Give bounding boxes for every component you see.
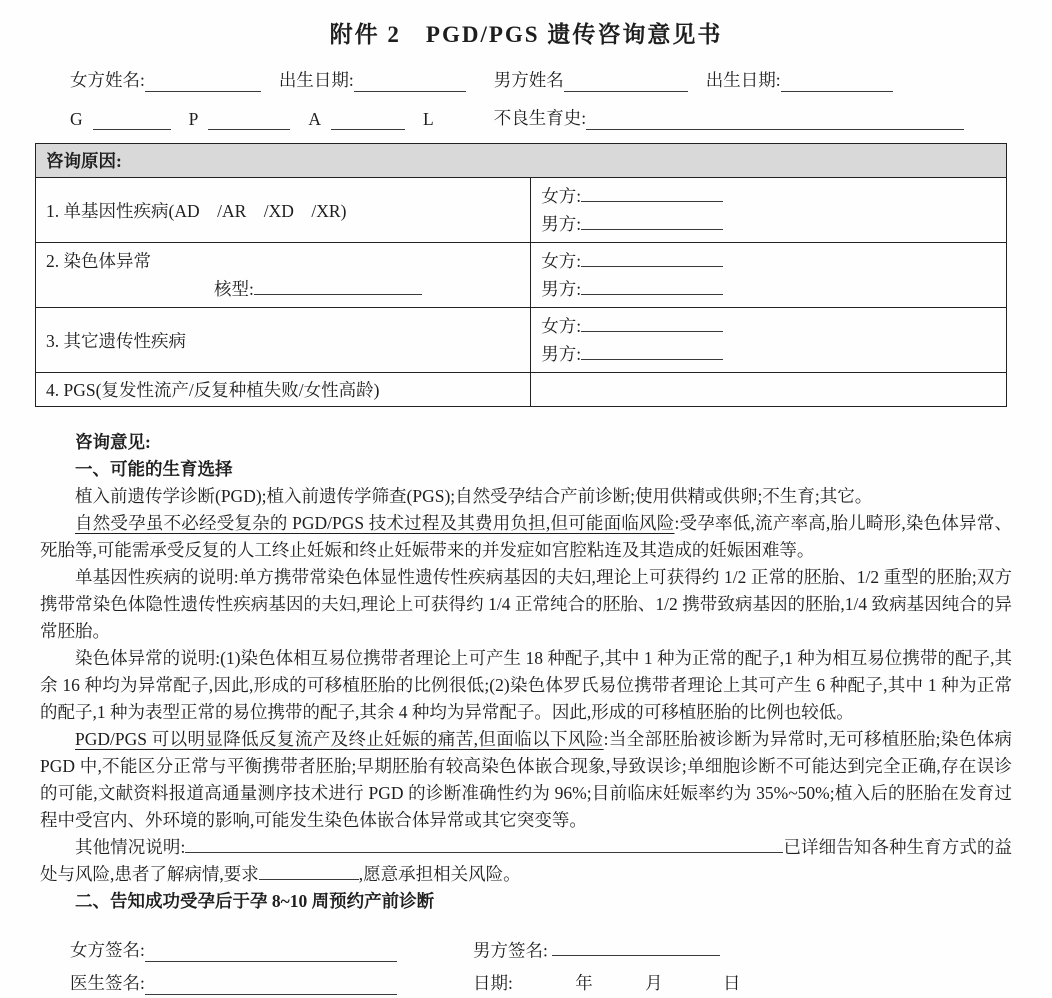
female-label: 女方: <box>541 316 582 336</box>
chromosome-label-line <box>46 247 520 275</box>
other-notes-label: 其他情况说明: <box>75 837 186 857</box>
pgs-result-cell <box>531 373 1007 407</box>
male-label: 男方: <box>541 344 582 364</box>
female-result-blank <box>581 248 723 267</box>
karyotype-line <box>214 275 520 303</box>
male-sign-blank <box>552 937 720 956</box>
female-name-label: 女方姓名: <box>70 70 145 90</box>
table-row-chromosome <box>36 243 1007 308</box>
section2-heading: 二、告知成功受孕后于孕 8~10 周预约产前诊断 <box>75 891 435 911</box>
karyotype-blank <box>254 276 422 295</box>
male-result-line <box>541 210 996 238</box>
other-notes-line2-pre: 的益处与风险,患者了解病情,要求 <box>40 837 1012 884</box>
female-dob-label: 出生日期: <box>278 70 354 90</box>
male-name-blank <box>564 73 688 92</box>
female-result-blank <box>581 183 723 202</box>
adverse-history-blank <box>586 111 964 130</box>
monogenic-label: 1. 单基因性疾病(AD /AR /XD /XR) <box>46 200 347 221</box>
counsel-body <box>40 429 1012 915</box>
paragraph-options: 植入前遗传学诊断(PGD);植入前遗传学筛查(PGS);自然受孕结合产前诊断;使用供精或供卵;不生育;其它。 <box>75 486 873 506</box>
monogenic-cell <box>36 178 531 243</box>
table-header-row <box>36 144 1007 178</box>
male-result-blank <box>581 341 723 360</box>
doctor-sign-label: 医生签名: <box>70 973 145 993</box>
paragraph-natural-conception <box>40 510 1012 564</box>
gpal-row <box>70 105 1012 130</box>
female-label: 女方: <box>541 186 582 206</box>
female-dob-blank <box>354 73 466 92</box>
page-title: 附件 2 PGD/PGS 遗传咨询意见书 <box>329 22 723 47</box>
female-sign-blank <box>145 943 397 962</box>
gravida-label: G <box>70 109 83 129</box>
month-label: 月 <box>645 973 663 993</box>
gravida-blank <box>93 111 171 130</box>
karyotype-label: 核型: <box>214 279 254 299</box>
male-dob-label: 出生日期: <box>705 70 781 90</box>
table-header-cell: 咨询原因: <box>36 144 1007 178</box>
female-signature <box>70 937 473 962</box>
other-genetic-result-cell <box>531 308 1007 373</box>
opinion-heading: 咨询意见: <box>75 432 151 452</box>
date-line <box>473 970 741 995</box>
other-genetic-label: 3. 其它遗传性疾病 <box>46 330 186 351</box>
male-result-line <box>541 340 996 368</box>
male-dob-blank <box>781 73 893 92</box>
male-result-blank <box>581 211 723 230</box>
abortion-blank <box>331 111 405 130</box>
female-label: 女方: <box>541 251 582 271</box>
male-result-line <box>541 275 996 303</box>
signature-row-1 <box>70 929 1012 962</box>
natural-conception-underlined: 自然受孕虽不必经受复杂的 PGD/PGS 技术过程及其费用负担,但可能面临风险 <box>75 513 675 533</box>
pgd-risk-underlined: PGD/PGS 可以明显降低反复流产及终止妊娠的痛苦,但面临以下风险 <box>75 729 604 749</box>
signature-row-2 <box>70 962 1012 995</box>
paragraph-other-notes <box>40 834 1012 888</box>
chromosome-result-cell <box>531 243 1007 308</box>
paragraph-monogenic-explain: 单基因性疾病的说明:单方携带常染色体显性遗传性疾病基因的夫妇,理论上可获得约 1/2 正常的胚胎、1/2 重型的胚胎;双方携带常染色体隐性遗传性疾病基因的夫妇,理论上可获得约 1/4 正常纯合的胚胎、1/2 携带致病基因的胚胎,1/4 致病基因纯合的异常胚胎。 <box>40 567 1012 641</box>
date-label: 日期: <box>473 973 513 993</box>
male-name-label: 男方姓名 <box>493 70 564 90</box>
female-result-line <box>541 312 996 340</box>
chromosome-cell <box>36 243 531 308</box>
names-row <box>70 67 1012 92</box>
request-blank <box>259 862 359 880</box>
chromosome-label: 2. 染色体异常 <box>46 251 151 271</box>
section1-heading: 一、可能的生育选择 <box>75 459 233 479</box>
pgd-risk-rest: :当全部胚胎被诊断为异常时,无可移植胚胎;染色体病 PGD 中,不能区分正常与平衡携带者胚胎;早期胚胎有较高染色体嵌合现象,导致误诊;单细胞诊断不可能达到完全正确,存在误诊的可能,文献资料报道高通量测序技术进行 PGD 的诊断准确性约为 96%;目前临床妊娠率约为 35%~50%;植入后的胚胎在发育过程中受宫内、外环境的影响,可能发生染色体嵌合体异常或其它突变等。 <box>40 729 1012 830</box>
other-notes-blank <box>185 835 783 853</box>
pgs-label: 4. PGS(复发性流产/反复种植失败/女性高龄) <box>46 380 380 400</box>
year-label: 年 <box>575 973 593 993</box>
doctor-signature <box>70 970 473 995</box>
female-result-blank <box>581 313 723 332</box>
para-blank <box>208 111 290 130</box>
female-result-line <box>541 182 996 210</box>
female-result-line <box>541 247 996 275</box>
adverse-history-label: 不良生育史: <box>493 108 587 128</box>
other-notes-after: 已详细告知各种生育方式 <box>783 837 977 857</box>
male-signature <box>473 937 720 962</box>
other-notes-line2-post: ,愿意承担相关风险。 <box>358 864 521 884</box>
signature-block <box>70 929 1012 995</box>
paragraph-pgd-risk <box>40 726 1012 834</box>
natural-conception-rest: :受孕率低,流产率高,胎儿畸形,染色体异常、死胎等,可能需承受反复的人工终止妊娠和终止妊娠带来的并发症如宫腔粘连及其造成的妊娠困难等。 <box>40 513 1012 560</box>
pgs-cell <box>36 373 531 407</box>
living-label: L <box>423 109 434 129</box>
abortion-label: A <box>308 109 322 129</box>
male-result-blank <box>581 276 723 295</box>
patient-header <box>70 67 1012 130</box>
para-label: P <box>188 109 199 129</box>
male-label: 男方: <box>541 214 582 234</box>
doctor-sign-blank <box>145 976 397 995</box>
female-name-blank <box>145 73 261 92</box>
monogenic-result-cell <box>531 178 1007 243</box>
table-row-monogenic <box>36 178 1007 243</box>
table-row-pgs <box>36 373 1007 407</box>
consult-reason-table <box>35 143 1007 407</box>
day-label: 日 <box>723 973 741 993</box>
male-sign-label: 男方签名: <box>473 940 548 960</box>
table-row-other-genetic <box>36 308 1007 373</box>
other-genetic-cell <box>36 308 531 373</box>
paragraph-chromosome-explain: 染色体异常的说明:(1)染色体相互易位携带者理论上可产生 18 种配子,其中 1 种为正常的配子,1 种为相互易位携带的配子,其余 16 种均为异常配子,因此,形成的可移植胚胎的比例很低;(2)染色体罗氏易位携带者理论上其可产生 6 种配子,其中 1 种为正常的配子,1 种为表型正常的易位携带的配子,其余 4 种均为异常配子。因此,形成的可移植胚胎的比例也较低。 <box>40 648 1012 722</box>
male-label: 男方: <box>541 279 582 299</box>
female-sign-label: 女方签名: <box>70 940 145 960</box>
